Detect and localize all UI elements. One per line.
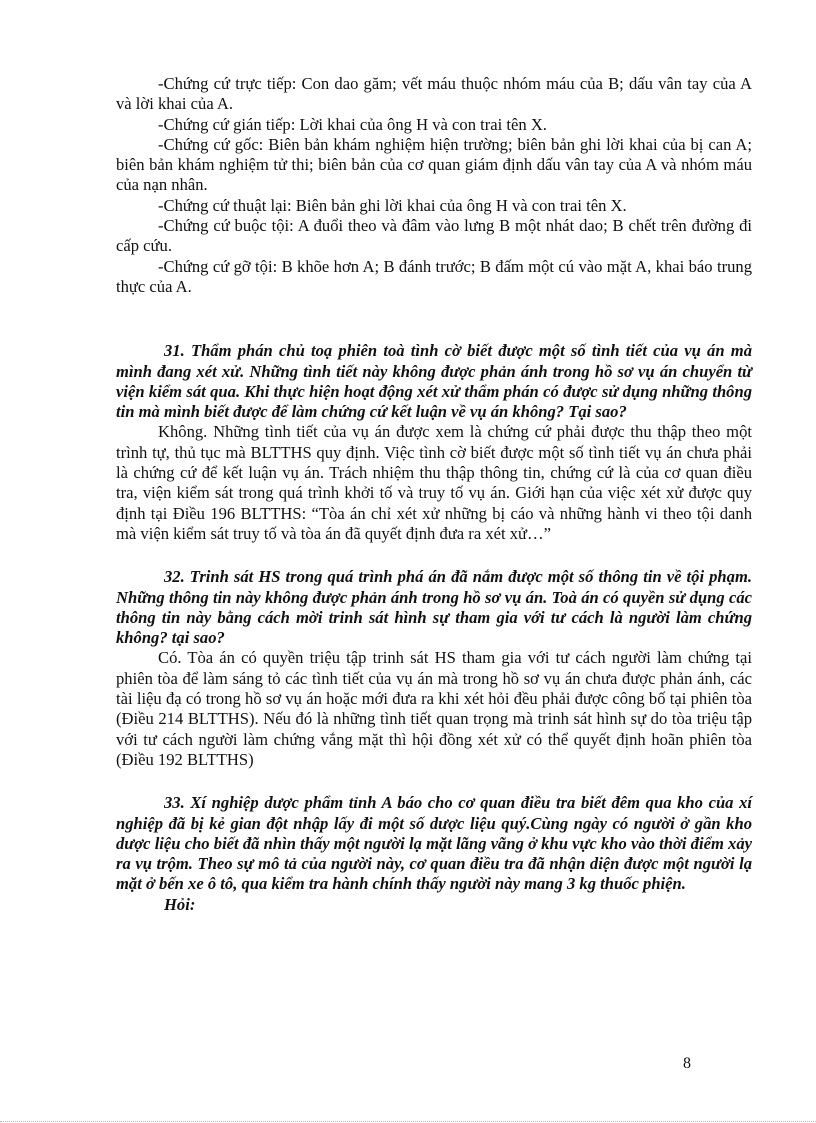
direct-evidence: -Chứng cứ trực tiếp: Con dao găm; vết máu thuộc nhóm máu của B; dấu vân tay của A và lời khai của A. bbox=[116, 74, 752, 114]
page-bottom-divider bbox=[0, 1121, 816, 1122]
exculpatory-evidence: -Chứng cứ gỡ tội: B khõe hơn A; B đánh trước; B đấm một cú vào mặt A, khai báo trung thực của A. bbox=[116, 256, 752, 296]
answer-31: Không. Những tình tiết của vụ án được xem là chứng cứ phải được thu thập theo một trình tự, thủ tục mà BLTTHS quy định. Việc tình cờ biết được một số tình tiết vụ án chưa phải là chứng cứ để kết luận vụ án. Trách nhiệm thu thập thông tin, chứng cứ là của cơ quan điều tra, viện kiểm sát trong quá trình khởi tố và truy tố vụ án. Giới hạn của việc xét xử được quy định tại Điều 196 BLTTHS: “Tòa án chỉ xét xử những bị cáo và những hành vi theo tội danh mà viện kiểm sát truy tố và tòa án đã quyết định đưa ra xét xử…” bbox=[116, 422, 752, 543]
question-33: 33. Xí nghiệp dược phẩm tỉnh A báo cho cơ quan điều tra biết đêm qua kho của xí nghiệp đã bị kẻ gian đột nhập lấy đi một số dược liệu quý.Cùng ngày có người ở gần kho dược liệu cho biết đã nhìn thấy một người lạ mặt lãng vãng ở khu vực kho vào thời điểm xảy ra vụ trộm. Theo sự mô tả của người này, cơ quan điều tra đã nhận diện được một người lạ mặt ở bến xe ô tô, qua kiểm tra hành chính thấy người này mang 3 kg thuốc phiện. bbox=[116, 793, 752, 894]
answer-32: Có. Tòa án có quyền triệu tập trinh sát HS tham gia với tư cách người làm chứng tại phiên tòa để làm sáng tỏ các tình tiết của vụ án mà trong hồ sơ vụ án chưa được phản ánh, các tài liệu đạ có trong hồ sơ vụ án hoặc mới đưa ra khi xét hỏi đều phải được công bố tại phiên tòa (Điều 214 BLTTHS). Nếu đó là những tình tiết quan trọng mà trinh sát hình sự do tòa triệu tập với tư cách người làm chứng vắng mặt thì hội đồng xét xử có thể quyết định hoãn phiên tòa (Điều 192 BLTTHS) bbox=[116, 648, 752, 769]
page-number: 8 bbox=[683, 1055, 691, 1072]
document-body bbox=[116, 74, 752, 915]
question-31: 31. Thẩm phán chủ toạ phiên toà tình cờ biết được một số tình tiết của vụ án mà mình đang xét xử. Những tình tiết này không được phản ánh trong hồ sơ vụ án chuyển từ viện kiểm sát qua. Khi thực hiện hoạt động xét xử thẩm phán có được sử dụng những thông tin mà mình biết được để làm chứng cứ kết luận về vụ án không? Tại sao? bbox=[116, 341, 752, 422]
question-33-ask: Hỏi: bbox=[164, 894, 196, 914]
question-32: 32. Trinh sát HS trong quá trình phá án đã nắm được một số thông tin về tội phạm. Những thông tin này không được phản ánh trong hồ sơ vụ án. Toà án có quyền sử dụng các thông tin này bằng cách mời trinh sát hình sự tham gia với tư cách là người làm chứng không? tại sao? bbox=[116, 567, 752, 648]
accusing-evidence: -Chứng cứ buộc tội: A đuổi theo và đâm vào lưng B một nhát dao; B chết trên đường đi cấp cứu. bbox=[116, 216, 752, 256]
original-evidence: -Chứng cứ gốc: Biên bản khám nghiệm hiện trường; biên bản ghi lời khai của bị can A; biên bản khám nghiệm tử thi; biên bản của cơ quan giám định dấu vân tay của A và nhóm máu của nạn nhân. bbox=[116, 134, 752, 195]
indirect-evidence: -Chứng cứ gián tiếp: Lời khai của ông H và con trai tên X. bbox=[158, 114, 547, 134]
retold-evidence: -Chứng cứ thuật lại: Biên bản ghi lời khai của ông H và con trai tên X. bbox=[158, 195, 627, 215]
